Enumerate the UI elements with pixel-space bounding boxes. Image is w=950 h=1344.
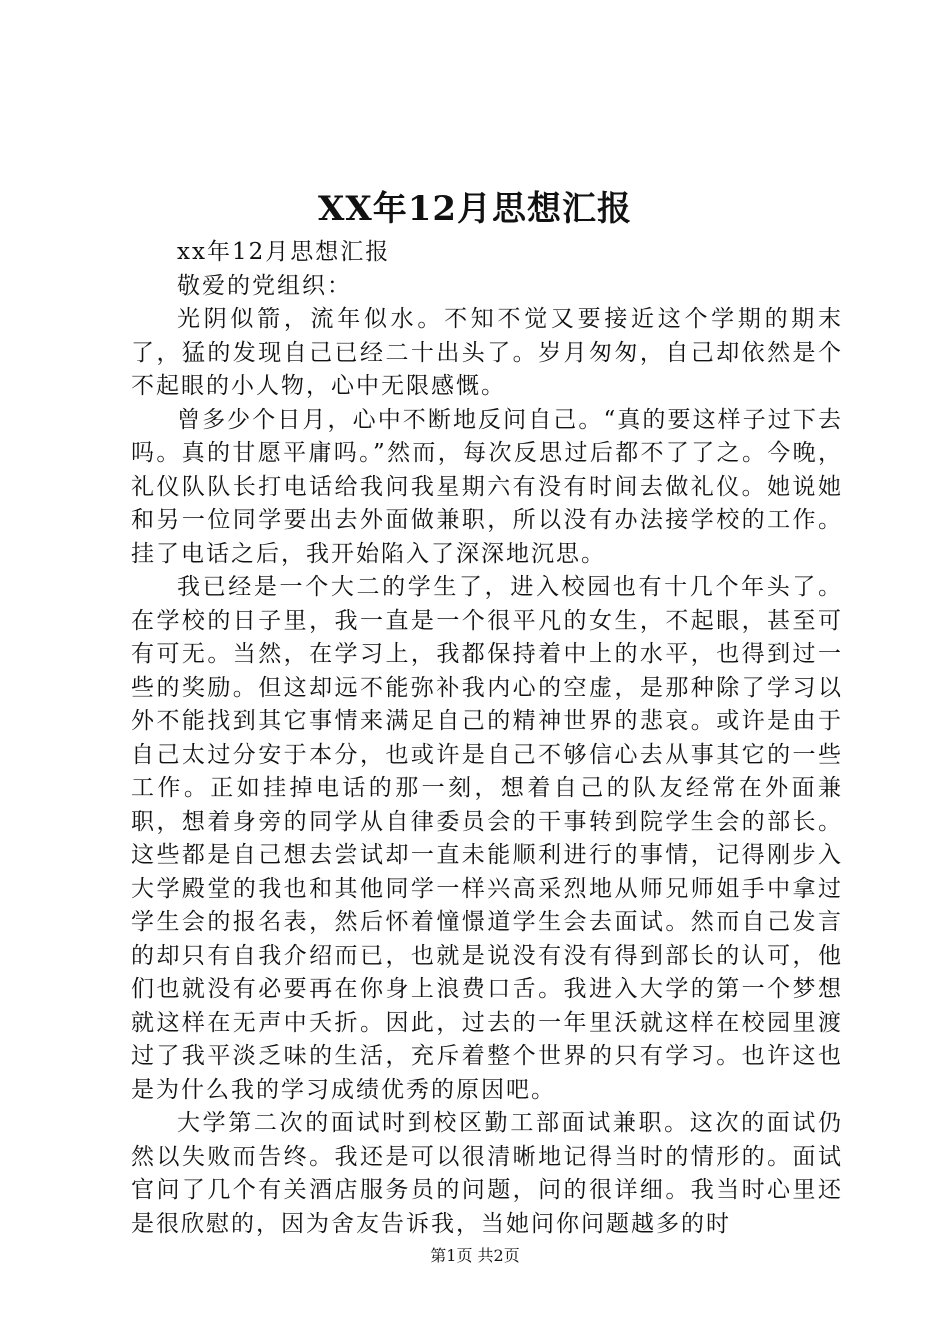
paragraph: 光阴似箭，流年似水。不知不觉又要接近这个学期的期末了，猛的发现自己已经二十出头了。岁月匆匆，自己却依然是个不起眼的小人物，心中无限感慨。 xyxy=(131,306,843,399)
document-body xyxy=(131,236,843,1241)
page-footer: 第1页 共2页 xyxy=(430,1246,520,1265)
paragraph: 大学第二次的面试时到校区勤工部面试兼职。这次的面试仍然以失败而告终。我还是可以很清晰地记得当时的情形的。面试官问了几个有关酒店服务员的问题，问的很详细。我当时心里还是很欣慰的，因为舍友告诉我，当她问你问题越多的时 xyxy=(131,1110,843,1237)
paragraph-subtitle: xx年12月思想汇报 xyxy=(177,239,391,265)
paragraph: 我已经是一个大二的学生了，进入校园也有十几个年头了。在学校的日子里，我一直是一个很平凡的女生，不起眼，甚至可有可无。当然，在学习上，我都保持着中上的水平，也得到过一些的奖励。但这却远不能弥补我内心的空虚，是那种除了学习以外不能找到其它事情来满足自己的精神世界的悲哀。或许是由于自己太过分安于本分，也或许是自己不够信心去从事其它的一些工作。正如挂掉电话的那一刻，想着自己的队友经常在外面兼职，想着身旁的同学从自律委员会的干事转到院学生会的部长。这些都是自己想去尝试却一直未能顺利进行的事情，记得刚步入大学殿堂的我也和其他同学一样兴高采烈地从师兄师姐手中拿过学生会的报名表，然后怀着憧憬道学生会去面试。然而自己发言的却只有自我介绍而已，也就是说没有没有得到部长的认可，他们也就没有必要再在你身上浪费口舌。我进入大学的第一个梦想就这样在无声中夭折。因此，过去的一年里沃就这样在校园里渡过了我平淡乏味的生活，充斥着整个世界的只有学习。也许这也是为什么我的学习成绩优秀的原因吧。 xyxy=(131,574,843,1103)
paragraph: 曾多少个日月，心中不断地反问自己。“真的要这样子过下去吗。真的甘愿平庸吗。”然而，每次反思过后都不了了之。今晚，礼仪队队长打电话给我问我星期六有没有时间去做礼仪。她说她和另一位同学要出去外面做兼职，所以没有办法接学校的工作。挂了电话之后，我开始陷入了深深地沉思。 xyxy=(131,406,843,567)
document-title: XX年12月思想汇报 xyxy=(317,189,633,229)
paragraph-salutation: 敬爱的党组织： xyxy=(177,272,352,299)
